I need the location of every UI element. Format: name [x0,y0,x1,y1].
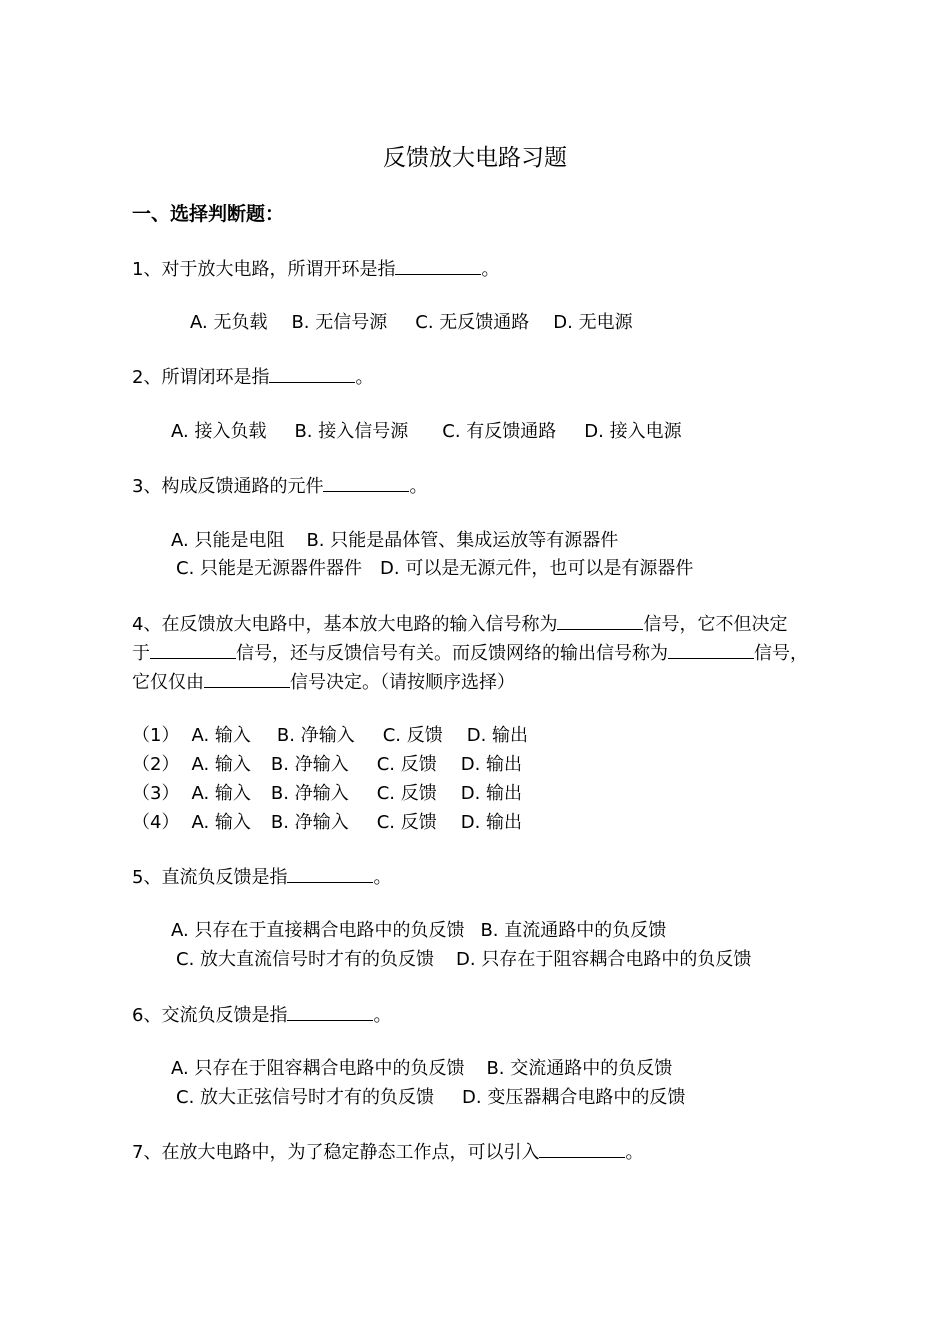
options-q3-row1 [171,530,618,552]
option-c[interactable]: C. 只能是无源器件器件 [176,558,363,579]
answer-blank-4[interactable] [204,671,290,688]
question-text: 6、交流负反馈是指 [132,1005,288,1026]
question-text: 5、直流负反馈是指 [132,867,288,888]
section-heading: 一、选择判断题： [132,203,285,225]
question-2 [132,366,373,389]
option-b[interactable]: B. 净输入 [270,812,349,833]
answer-blank-2[interactable] [150,642,236,659]
question-6 [132,1004,391,1027]
options-q5-row1 [171,920,666,942]
options-q6-row2 [176,1087,685,1109]
sub-question-2 [132,754,522,776]
option-b[interactable]: B. 无信号源 [291,312,388,333]
option-d[interactable]: D. 可以是无源元件，也可以是有源器件 [380,558,694,579]
question-1 [132,258,499,281]
answer-blank-3[interactable] [668,642,754,659]
option-d[interactable]: D. 接入电源 [584,421,682,442]
option-c[interactable]: C. 放大直流信号时才有的负反馈 [176,949,435,970]
sub-number: （3） [132,783,180,804]
options-q1 [190,312,633,334]
option-b[interactable]: B. 只能是晶体管、集成运放等有源器件 [306,530,619,551]
question-7 [132,1141,643,1164]
question-4-line3 [132,671,515,694]
question-text: 信号，它不但决定 [643,614,788,635]
question-text: 4、在反馈放大电路中，基本放大电路的输入信号称为 [132,614,558,635]
question-text: 它仅仅由 [132,672,204,693]
question-end: 。 [355,367,374,388]
option-a[interactable]: A. 输入 [191,783,251,804]
question-text: 信号决定。（请按顺序选择） [290,672,515,693]
option-a[interactable]: A. 只存在于阻容耦合电路中的负反馈 [171,1058,465,1079]
option-a[interactable]: A. 输入 [191,812,251,833]
question-end: 。 [481,259,500,280]
option-b[interactable]: B. 交流通路中的负反馈 [486,1058,673,1079]
option-a[interactable]: A. 无负载 [190,312,268,333]
question-4-line1 [132,613,787,636]
option-a[interactable]: A. 接入负载 [171,421,267,442]
sub-number: （1） [132,725,180,746]
sub-question-1 [132,725,528,747]
option-d[interactable]: D. 输出 [460,754,523,775]
option-d[interactable]: D. 只存在于阻容耦合电路中的负反馈 [456,949,752,970]
question-text: 7、在放大电路中，为了稳定静态工作点，可以引入 [132,1142,540,1163]
answer-blank-1[interactable] [557,613,643,630]
answer-blank[interactable] [287,866,373,883]
question-5 [132,866,391,889]
option-a[interactable]: A. 只存在于直接耦合电路中的负反馈 [171,920,465,941]
option-d[interactable]: D. 输出 [460,783,523,804]
question-text: 信号， [754,643,808,664]
answer-blank[interactable] [269,366,355,383]
question-end: 。 [373,867,392,888]
option-b[interactable]: B. 净输入 [270,754,349,775]
option-a[interactable]: A. 输入 [191,725,251,746]
options-q6-row1 [171,1058,672,1080]
question-text: 信号，还与反馈信号有关。而反馈网络的输出信号称为 [236,643,668,664]
option-d[interactable]: D. 无电源 [553,312,633,333]
option-c[interactable]: C. 反馈 [382,725,443,746]
sub-question-4 [132,812,522,834]
question-text: 1、对于放大电路，所谓开环是指 [132,259,396,280]
option-c[interactable]: C. 无反馈通路 [415,312,530,333]
question-3 [132,475,427,498]
question-text: 2、所谓闭环是指 [132,367,270,388]
answer-blank[interactable] [287,1004,373,1021]
option-b[interactable]: B. 净输入 [270,783,349,804]
answer-blank[interactable] [323,475,409,492]
options-q2 [171,421,682,443]
question-end: 。 [625,1142,644,1163]
question-end: 。 [373,1005,392,1026]
option-a[interactable]: A. 只能是电阻 [171,530,285,551]
answer-blank[interactable] [539,1141,625,1158]
options-q5-row2 [176,949,751,971]
option-c[interactable]: C. 反馈 [376,812,437,833]
sub-question-3 [132,783,522,805]
question-text: 3、构成反馈通路的元件 [132,476,324,497]
option-b[interactable]: B. 直流通路中的负反馈 [480,920,667,941]
question-end: 。 [409,476,428,497]
option-c[interactable]: C. 反馈 [376,783,437,804]
question-text: 于 [132,643,150,664]
answer-blank[interactable] [395,258,481,275]
option-c[interactable]: C. 放大正弦信号时才有的负反馈 [176,1087,435,1108]
option-d[interactable]: D. 输出 [466,725,529,746]
options-q3-row2 [176,558,693,580]
option-b[interactable]: B. 净输入 [276,725,355,746]
option-b[interactable]: B. 接入信号源 [294,421,409,442]
page-title: 反馈放大电路习题 [383,145,567,171]
sub-number: （4） [132,812,180,833]
option-d[interactable]: D. 输出 [460,812,523,833]
sub-number: （2） [132,754,180,775]
question-4-line2 [132,642,808,665]
option-c[interactable]: C. 有反馈通路 [442,421,557,442]
option-c[interactable]: C. 反馈 [376,754,437,775]
option-a[interactable]: A. 输入 [191,754,251,775]
option-d[interactable]: D. 变压器耦合电路中的反馈 [462,1087,686,1108]
